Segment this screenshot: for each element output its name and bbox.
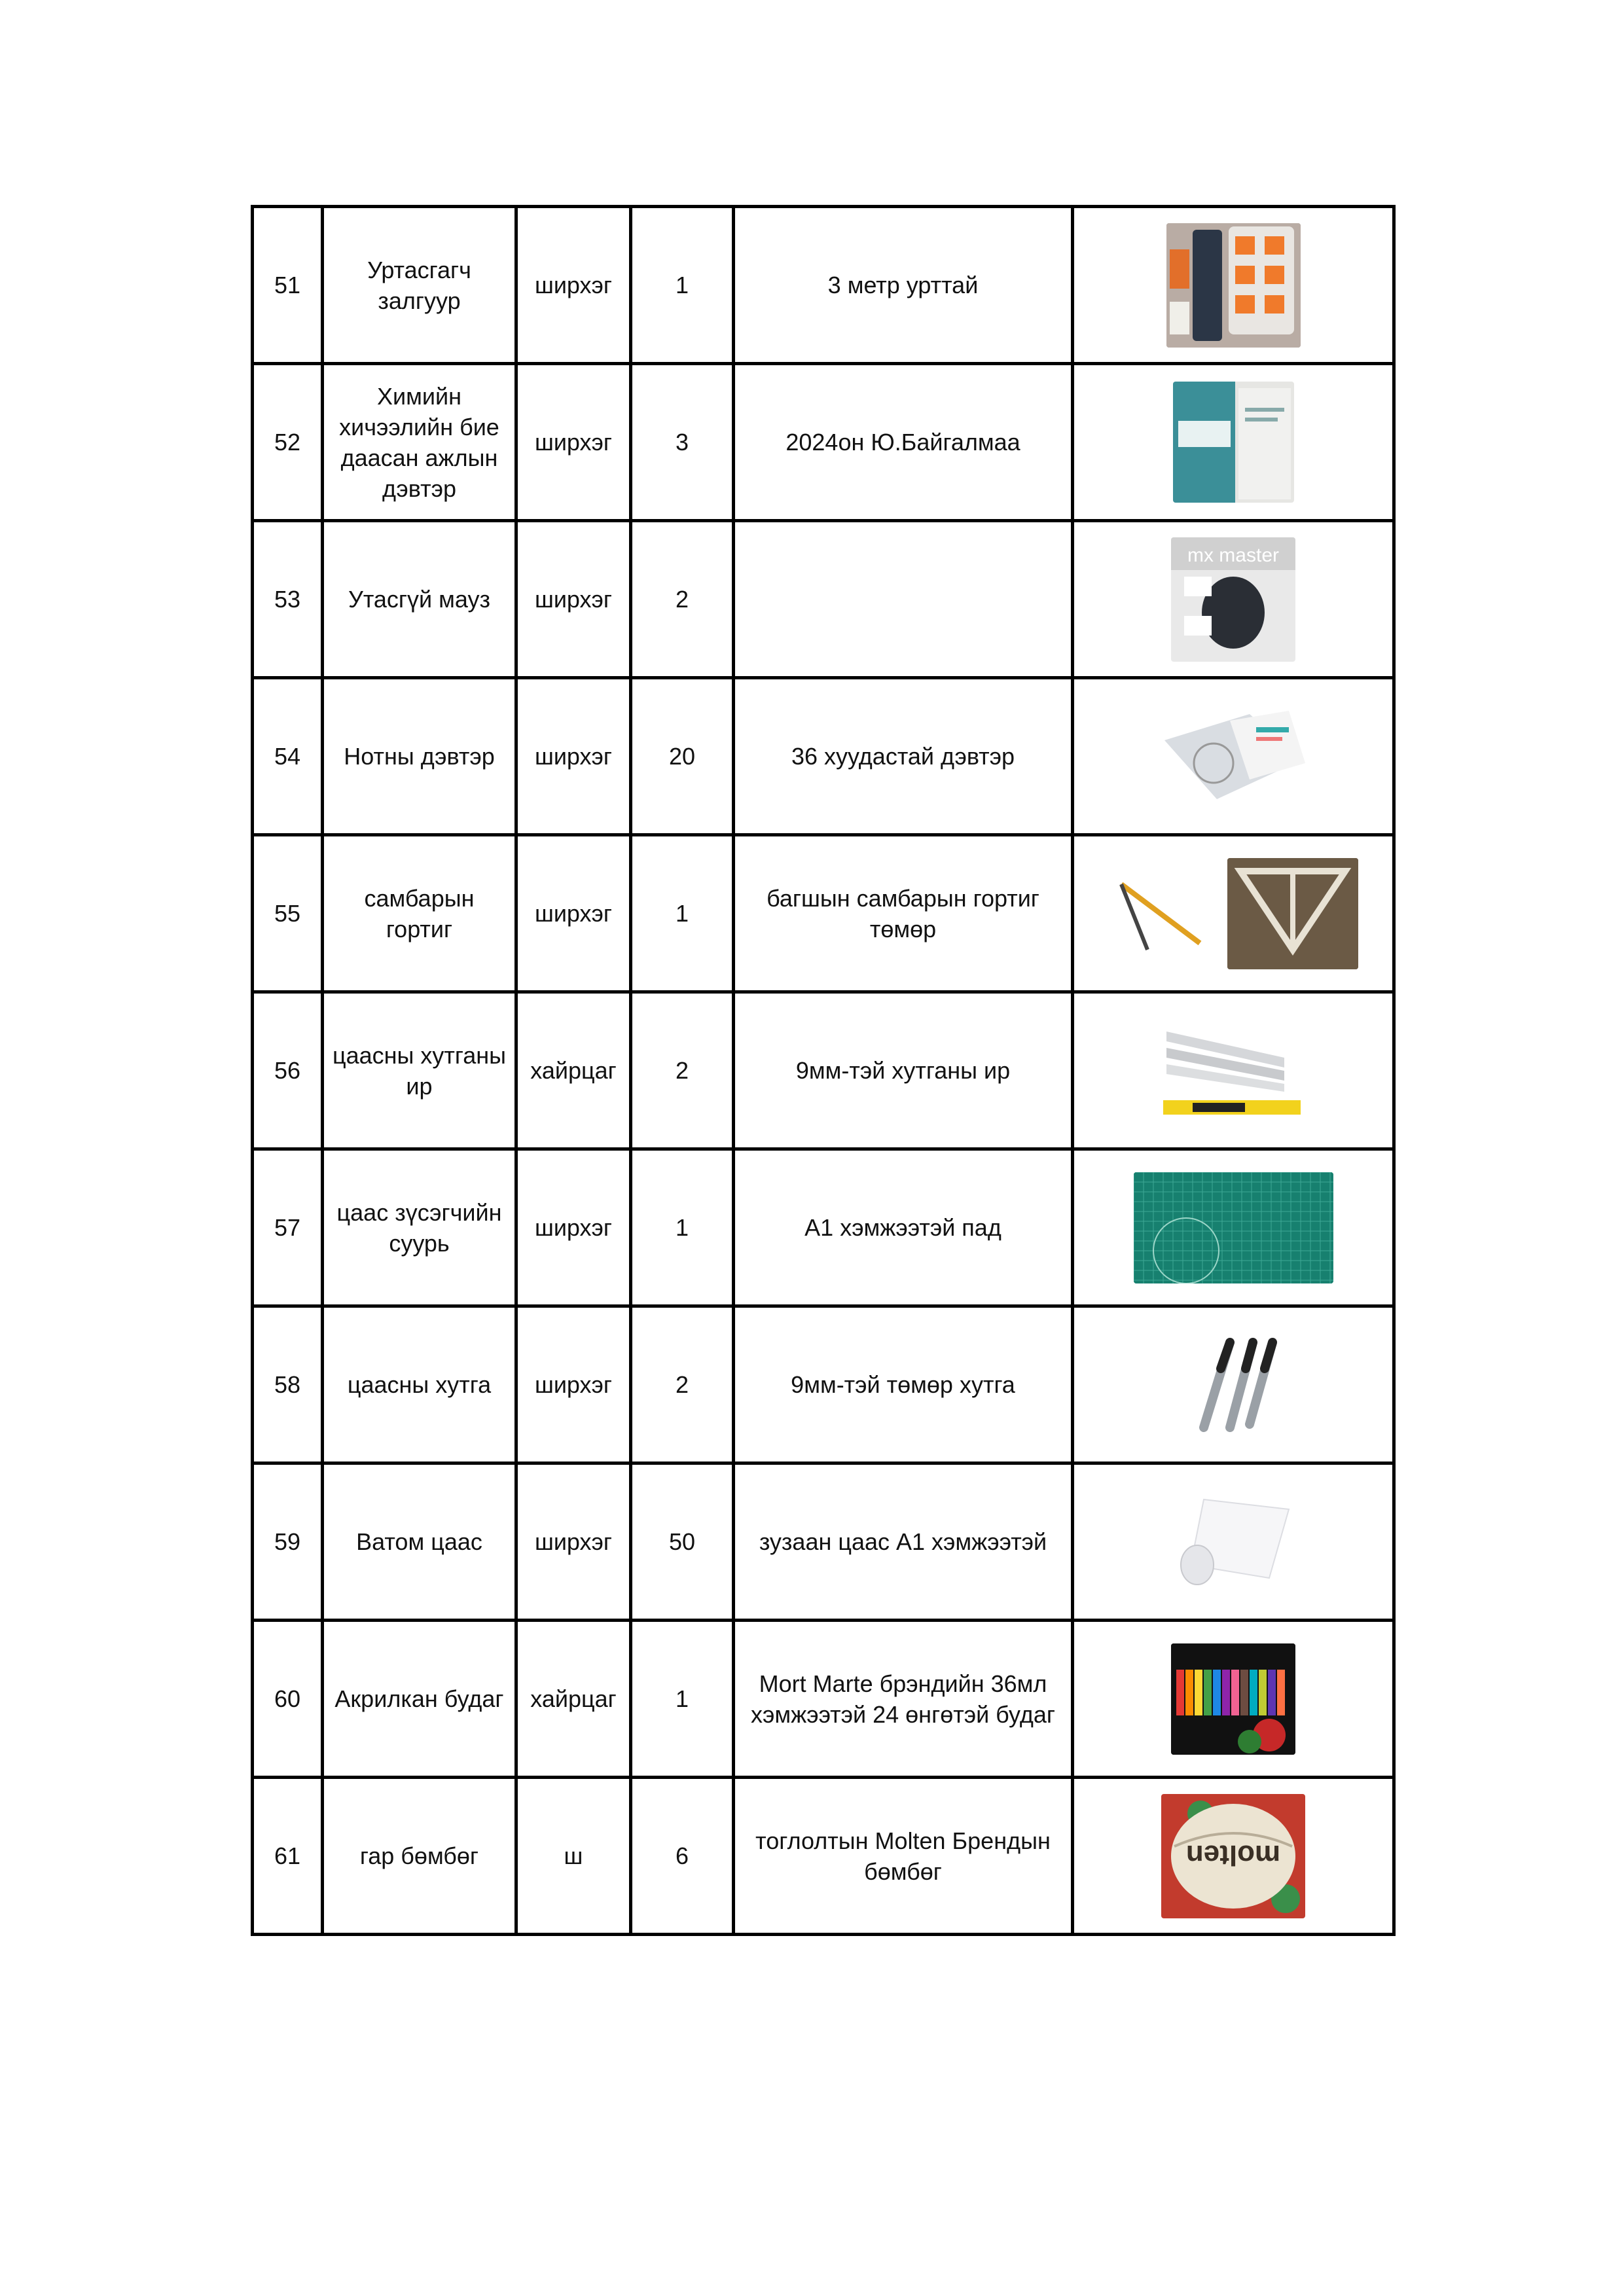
cell-name: цаас зүсэгчийн суурь [323, 1149, 516, 1306]
items-table-container [251, 205, 1392, 1936]
cell-image [1073, 1778, 1394, 1935]
table-row [253, 1778, 1394, 1935]
cell-unit: ширхэг [516, 1463, 631, 1621]
cell-desc: А1 хэмжээтэй пад [734, 1149, 1073, 1306]
cell-qty: 20 [631, 678, 734, 835]
cell-unit: ширхэг [516, 835, 631, 992]
cell-qty: 2 [631, 992, 734, 1149]
cell-image [1073, 992, 1394, 1149]
cell-name: цаасны хутга [323, 1306, 516, 1463]
mouse-photo [1171, 537, 1295, 662]
table-row [253, 364, 1394, 521]
cell-name: Акрилкан будаг [323, 1621, 516, 1778]
workbook-photo [1173, 382, 1294, 503]
table-row [253, 678, 1394, 835]
table-row [253, 1463, 1394, 1621]
cell-qty: 1 [631, 1149, 734, 1306]
cell-desc: тоглолтын Molten Брендын бөмбөг [734, 1778, 1073, 1935]
cell-desc: 2024он Ю.Байгалмаа [734, 364, 1073, 521]
table-row [253, 1306, 1394, 1463]
cell-no: 56 [253, 992, 323, 1149]
cell-image [1073, 1621, 1394, 1778]
cell-qty: 2 [631, 1306, 734, 1463]
cutting-mat-photo [1134, 1172, 1333, 1283]
table-row [253, 992, 1394, 1149]
cell-desc: 3 метр урттай [734, 207, 1073, 364]
table-row [253, 207, 1394, 364]
cell-qty: 50 [631, 1463, 734, 1621]
cell-image [1073, 521, 1394, 678]
paper-roll-photo [1171, 1486, 1295, 1598]
power-strip-photo [1166, 223, 1301, 348]
cell-desc: 36 хуудастай дэвтэр [734, 678, 1073, 835]
cell-desc: багшын самбарын гортиг төмөр [734, 835, 1073, 992]
cell-unit: ширхэг [516, 521, 631, 678]
notebook-photo [1158, 701, 1308, 812]
cell-qty: 1 [631, 207, 734, 364]
cell-desc: 9мм-тэй төмөр хутга [734, 1306, 1073, 1463]
cell-desc: зузаан цаас А1 хэмжээтэй [734, 1463, 1073, 1621]
cell-qty: 3 [631, 364, 734, 521]
cell-unit: хайрцаг [516, 1621, 631, 1778]
product-text: mx master [1187, 544, 1279, 566]
cell-unit: ш [516, 1778, 631, 1935]
cell-qty: 1 [631, 1621, 734, 1778]
cell-no: 53 [253, 521, 323, 678]
cell-unit: ширхэг [516, 1306, 631, 1463]
cell-no: 57 [253, 1149, 323, 1306]
table-row [253, 835, 1394, 992]
cell-name: Химийн хичээлийн бие даасан ажлын дэвтэр [323, 364, 516, 521]
cell-name: Нотны дэвтэр [323, 678, 516, 835]
blades-photo [1153, 1018, 1314, 1123]
cell-no: 54 [253, 678, 323, 835]
cell-unit: ширхэг [516, 678, 631, 835]
table-row [253, 1149, 1394, 1306]
table-row [253, 1621, 1394, 1778]
cell-unit: ширхэг [516, 1149, 631, 1306]
cell-no: 51 [253, 207, 323, 364]
cell-image [1073, 678, 1394, 835]
cell-image [1073, 1149, 1394, 1306]
items-table-body [253, 207, 1394, 1935]
cell-image [1073, 364, 1394, 521]
cell-desc: 9мм-тэй хутганы ир [734, 992, 1073, 1149]
cell-no: 61 [253, 1778, 323, 1935]
cell-name: Утасгүй мауз [323, 521, 516, 678]
cell-name: Ватом цаас [323, 1463, 516, 1621]
cell-no: 58 [253, 1306, 323, 1463]
cell-desc: Mort Marte брэндийн 36мл хэмжээтэй 24 өнгөтэй будаг [734, 1621, 1073, 1778]
paint-set-photo [1171, 1643, 1295, 1755]
cell-desc [734, 521, 1073, 678]
brand-text: molten [1185, 1839, 1281, 1871]
cell-name: цаасны хутганы ир [323, 992, 516, 1149]
items-table [251, 205, 1396, 1936]
cell-no: 60 [253, 1621, 323, 1778]
cell-unit: ширхэг [516, 364, 631, 521]
ball-photo [1161, 1794, 1305, 1918]
cell-unit: хайрцаг [516, 992, 631, 1149]
cell-name: самбарын гортиг [323, 835, 516, 992]
cell-unit: ширхэг [516, 207, 631, 364]
cell-image [1073, 835, 1394, 992]
compass-photos [1074, 858, 1392, 969]
cell-no: 52 [253, 364, 323, 521]
cell-qty: 6 [631, 1778, 734, 1935]
cell-image [1073, 1463, 1394, 1621]
cell-name: Уртасгагч залгуур [323, 207, 516, 364]
compass-photo-2 [1227, 858, 1358, 969]
table-row [253, 521, 1394, 678]
cell-qty: 1 [631, 835, 734, 992]
cell-image [1073, 207, 1394, 364]
cutters-photo [1178, 1329, 1289, 1441]
cell-qty: 2 [631, 521, 734, 678]
cell-no: 59 [253, 1463, 323, 1621]
cell-image [1073, 1306, 1394, 1463]
cell-name: гар бөмбөг [323, 1778, 516, 1935]
compass-photo-1 [1108, 871, 1206, 956]
cell-no: 55 [253, 835, 323, 992]
